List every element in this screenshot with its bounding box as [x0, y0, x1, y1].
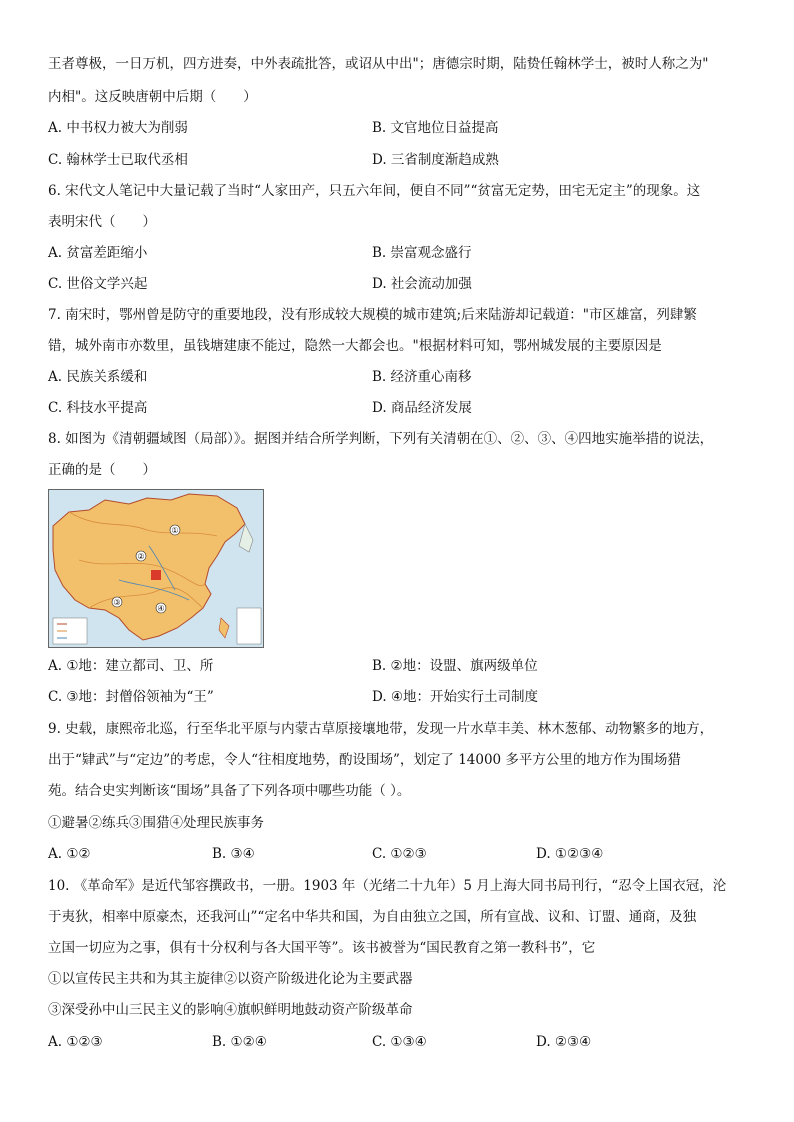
q6-option-a[interactable]: A. 贫富差距缩小 [48, 245, 148, 261]
q10-stem-line1: 10. 《革命军》是近代邹容撰政书，一册。1903 年（光绪二十九年）5 月上海大同书局刊行，“忍令上国衣冠，沦 [48, 878, 727, 894]
q10-option-a[interactable]: A. ①②③ [48, 1034, 103, 1050]
q6-option-d[interactable]: D. 社会流动加强 [372, 276, 472, 292]
q9-option-d[interactable]: D. ①②③④ [536, 846, 604, 862]
q10-statements-1: ①以宣传民主共和为其主旋律②以资产阶级进化论为主要武器 [48, 971, 413, 987]
q10-stem-line3: 立国一切应为之事，俱有十分权利与各大国平等”。该书被誉为“国民教育之第一教科书”，它 [48, 940, 596, 956]
q10-statements-2: ③深受孙中山三民主义的影响④旗帜鲜明地鼓动资产阶级革命 [48, 1002, 413, 1018]
q6-stem-line1: 6. 宋代文人笔记中大量记载了当时“人家田产，只五六年间，便自不同”“贫富无定势，田宅无定主”的现象。这 [48, 183, 701, 199]
q6-option-b[interactable]: B. 崇富观念盛行 [372, 245, 472, 261]
q5-option-d[interactable]: D. 三省制度渐趋成熟 [372, 152, 499, 168]
q7-stem-line2: 错，城外南市亦数里，虽钱塘建康不能过，隐然一大都会也。"根据材料可知，鄂州城发展的主要原因是 [48, 338, 662, 354]
q10-stem-line2: 于夷狄，相率中原豪杰，还我河山”“定名中华共和国，为自由独立之国，所有宣战、议和、订盟、通商，及独 [48, 909, 697, 925]
q8-option-d[interactable]: D. ④地：开始实行土司制度 [372, 689, 539, 705]
south-sea-inset [237, 608, 261, 644]
q5-stem-line1: 王者尊极，一日万机，四方进奏，中外表疏批答，或诏从中出"；唐德宗时期，陆贽任翰林学士，被时人称之为" [48, 56, 709, 72]
q6-option-c[interactable]: C. 世俗文学兴起 [48, 276, 148, 292]
map-graphic [49, 490, 263, 647]
q5-option-a[interactable]: A. 中书权力被大为削弱 [48, 120, 188, 136]
q10-option-c[interactable]: C. ①③④ [372, 1034, 427, 1050]
map-label-4: ④ [157, 604, 165, 613]
q5-option-b[interactable]: B. 文官地位日益提高 [372, 120, 499, 136]
map-label-2: ② [137, 552, 145, 561]
q8-option-a[interactable]: A. ①地：建立都司、卫、所 [48, 658, 214, 674]
q8-option-b[interactable]: B. ②地：设盟、旗两级单位 [372, 658, 538, 674]
q8-stem-line1: 8. 如图为《清朝疆域图（局部）》。据图并结合所学判断，下列有关清朝在①、②、③、④四地实施举措的说法， [48, 431, 714, 447]
map-label-3: ③ [113, 598, 121, 607]
q6-stem-line2: 表明宋代（ ） [48, 214, 156, 230]
q5-option-c[interactable]: C. 翰林学士已取代丞相 [48, 152, 188, 168]
q9-stem-line3: 苑。结合史实判断该“围场”具备了下列各项中哪些功能（ ）。 [48, 783, 411, 799]
q7-stem-line1: 7. 南宋时，鄂州曾是防守的重要地段，没有形成较大规模的城市建筑;后来陆游却记载道："市区雄富，列肆繁 [48, 307, 697, 323]
q9-option-b[interactable]: B. ③④ [212, 846, 255, 862]
q7-option-b[interactable]: B. 经济重心南移 [372, 369, 472, 385]
q5-stem-line2: 内相"。这反映唐朝中后期（ ） [48, 89, 257, 105]
q9-stem-line1: 9. 史载，康熙帝北巡，行至华北平原与内蒙古草原接壤地带，发现一片水草丰美、林木葱郁、动物繁多的地方， [48, 721, 714, 737]
q10-option-d[interactable]: D. ②③④ [536, 1034, 592, 1050]
qing-territory-map [48, 489, 264, 648]
capital-region-marker [151, 570, 161, 580]
q9-statements: ①避暑②练兵③围猎④处理民族事务 [48, 815, 264, 831]
q7-option-d[interactable]: D. 商品经济发展 [372, 400, 472, 416]
q9-option-a[interactable]: A. ①② [48, 846, 91, 862]
q7-option-c[interactable]: C. 科技水平提高 [48, 400, 148, 416]
q7-option-a[interactable]: A. 民族关系缓和 [48, 369, 148, 385]
q8-stem-line2: 正确的是（ ） [48, 462, 156, 478]
q10-option-b[interactable]: B. ①②④ [212, 1034, 267, 1050]
q9-stem-line2: 出于“肄武”与“定边”的考虑，令人“往相度地势，酌设围场”，划定了 14000 多平方公里的地方作为围场猎 [48, 752, 681, 768]
map-label-1: ① [171, 526, 179, 535]
q9-option-c[interactable]: C. ①②③ [372, 846, 427, 862]
q8-option-c[interactable]: C. ③地：封僧俗领袖为“王” [48, 689, 214, 705]
